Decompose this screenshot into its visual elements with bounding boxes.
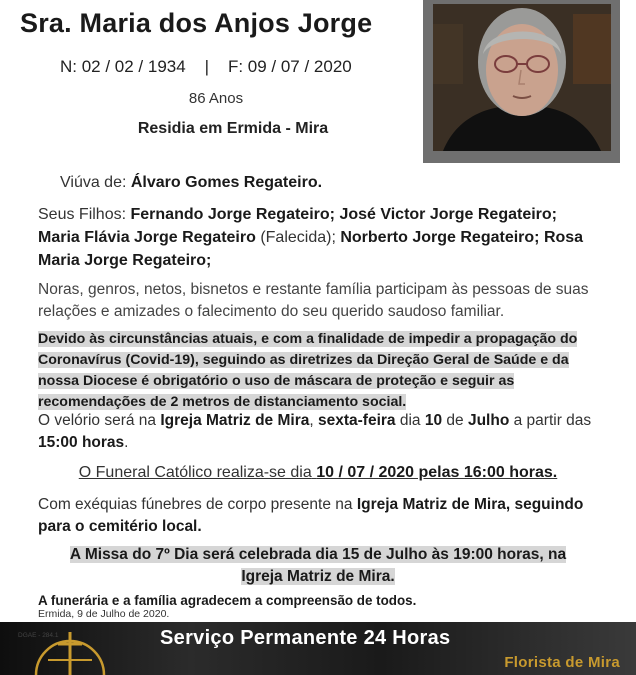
residence: Residia em Ermida - Mira <box>137 120 329 137</box>
child-4: Norberto Jorge Regateiro; <box>340 229 540 246</box>
widow-label: Viúva de: <box>60 174 127 191</box>
place-date: Ermida, 9 de Julho de 2020. <box>38 608 170 620</box>
license-code: DGAE - 284.1 <box>18 632 59 639</box>
child-2: José Victor Jorge Regateiro; <box>339 206 557 223</box>
portrait-photo <box>433 4 611 151</box>
child-1: Fernando Jorge Regateiro; <box>130 206 335 223</box>
funeral-line <box>20 462 616 484</box>
age: 86 Anos <box>188 90 244 107</box>
spouse-name: Álvaro Gomes Regateiro. <box>130 174 323 191</box>
missa-line-2: Igreja Matriz de Mira. <box>241 568 395 585</box>
wake-time: 15:00 horas <box>38 434 125 451</box>
children-label: Seus Filhos: <box>38 206 127 223</box>
wake-text: . <box>124 434 129 451</box>
wake-text: dia <box>399 412 421 429</box>
widow-line <box>60 172 622 194</box>
service-banner-text: Serviço Permanente 24 Horas <box>160 627 451 649</box>
missa-line-1: A Missa do 7º Dia será celebrada dia 15 de Julho às 19:00 horas, na <box>69 546 567 563</box>
birth-date: N: 02 / 02 / 1934 <box>60 57 186 76</box>
deceased-name: Sra. Maria dos Anjos Jorge <box>20 8 373 38</box>
death-date: F: 09 / 07 / 2020 <box>227 57 352 76</box>
wake-day: 10 <box>424 412 443 429</box>
child-3: Maria Flávia Jorge Regateiro <box>38 229 256 246</box>
wake-text: , <box>309 412 314 429</box>
funeral-when: 10 / 07 / 2020 pelas 16:00 horas. <box>316 464 558 481</box>
wake-paragraph <box>38 410 600 454</box>
portrait-frame <box>423 0 620 163</box>
family-notice: Noras, genros, netos, bisnetos e restante família participam às pessoas de suas relações e amizades o falecimento do seu querido saudoso familiar. <box>38 281 589 320</box>
footer-banner <box>0 622 636 675</box>
wake-text: de <box>446 412 464 429</box>
child-5: Rosa Maria Jorge Regateiro; <box>38 229 584 269</box>
wake-text: a partir das <box>513 412 592 429</box>
florist-name: Florista de Mira <box>504 654 620 671</box>
date-separator: | <box>204 57 210 76</box>
children-paragraph <box>38 203 600 272</box>
missa-paragraph <box>20 544 616 588</box>
exequias-church: Igreja Matriz de Mira, <box>356 496 511 513</box>
wake-text: O velório será na <box>38 412 157 429</box>
exequias-cemetery: seguindo para o cemitério local. <box>38 496 584 535</box>
thanks-line: A funerária e a família agradecem a compreensão de todos. <box>38 593 417 608</box>
wake-church: Igreja Matriz de Mira <box>160 412 310 429</box>
exequias-text: Com exéquias fúnebres de corpo presente na <box>38 496 353 513</box>
child-3-note: (Falecida); <box>260 229 336 246</box>
covid-notice-text: Devido às circunstâncias atuais, e com a finalidade de impedir a propagação do Coronavírus (Covid-19), seguindo as diretrizes da Direção Geral de Saúde e da nossa Diocese é obrigatório o uso de máscara de proteção e seguir as recomendações de 2 metros de distanciamento social. <box>38 331 578 410</box>
exequias-paragraph <box>38 494 600 538</box>
covid-notice <box>38 329 600 413</box>
dates-line <box>60 57 352 77</box>
funeral-text: O Funeral Católico realiza-se dia <box>78 464 312 481</box>
wake-month: Julho <box>467 412 510 429</box>
wake-weekday: sexta-feira <box>317 412 396 429</box>
